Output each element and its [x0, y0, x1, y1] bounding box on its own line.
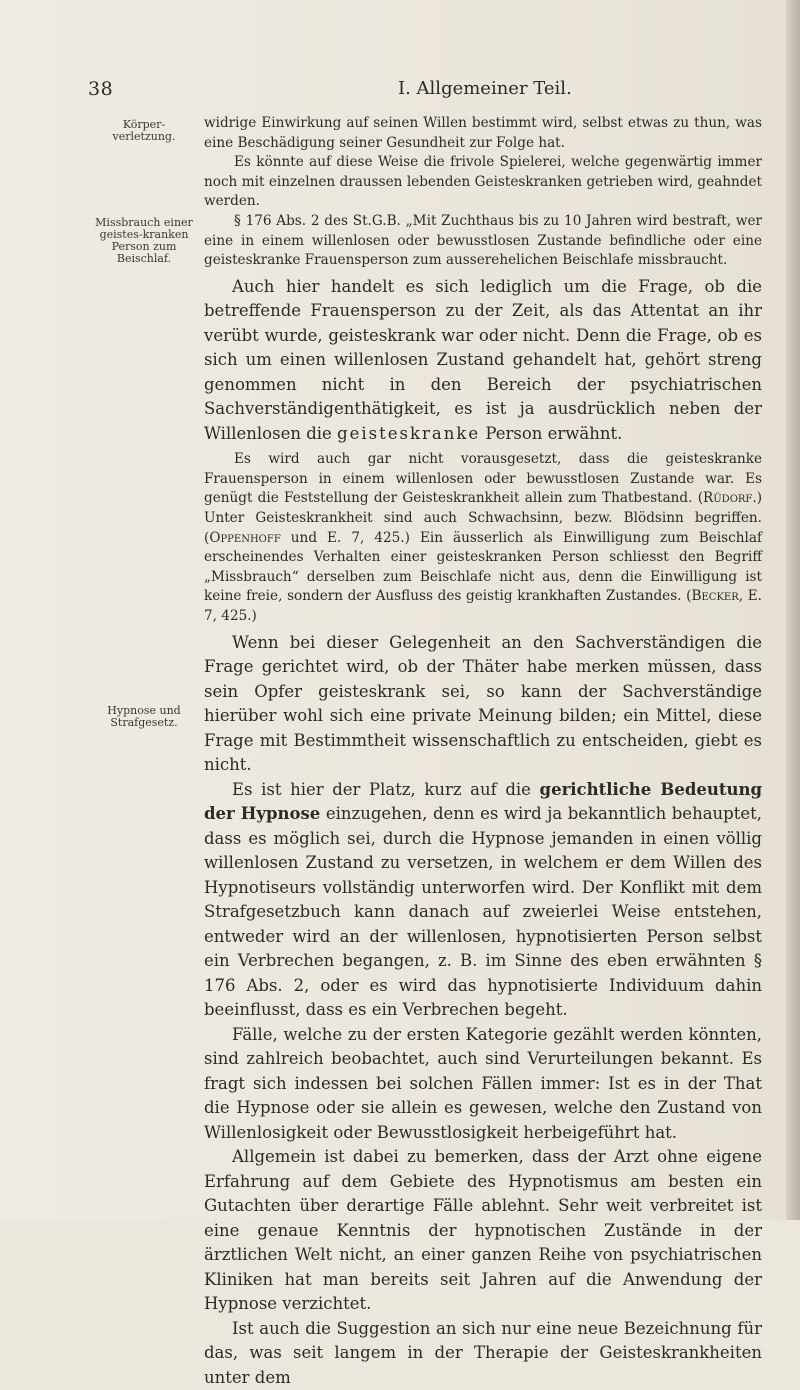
- author-reference: Rüdorf.: [703, 490, 757, 507]
- text-run: Es ist hier der Platz, kurz auf die: [232, 779, 531, 799]
- text-run: Es wird auch gar nicht vorausgesetzt, dass die geisteskranke Frauensperson in einem willenlosen oder bewusstlosen Zustande war. Es genügt die Feststellung der Geisteskrankheit allein zum Thatbestand. (: [204, 451, 762, 507]
- margin-note-koerperverletzung: Körper-verletzung.: [112, 118, 176, 143]
- paragraph: [204, 275, 762, 447]
- page-header: [0, 78, 800, 102]
- running-head: I. Allgemeiner Teil.: [398, 78, 572, 99]
- text-run: und E. 7, 425.) Ein äusserlich als Einwilligung zum Beischlaf erscheinendes Verhalten einer geisteskranken Person schliesst den Begriff „Missbrauch“ derselben zum Beischlafe nicht aus, denn die Einwilligung ist keine freie, sondern der Ausfluss des geistig krankhaften Zustandes. (: [204, 529, 762, 605]
- text-run: Person erwähnt.: [485, 423, 623, 443]
- paragraph: [204, 778, 762, 1023]
- author-reference: Becker: [691, 588, 739, 605]
- body-text-block-2: [204, 631, 762, 1390]
- margin-note-missbrauch: Missbrauch einer geistes-kranken Person zum Beischlaf.: [95, 216, 193, 265]
- author-reference: Oppenhoff: [209, 529, 281, 546]
- margin-note-hypnose: Hypnose und Strafgesetz.: [107, 704, 181, 729]
- text-run: , E. 7, 425.): [204, 588, 762, 624]
- paragraph: Fälle, welche zu der ersten Kategorie gezählt werden könnten, sind zahlreich beobachtet, auch sind Verurteilungen bekannt. Es fragt sich indessen bei solchen Fällen immer: Ist es in der That die Hypnose oder sie allein es gewesen, welche den Zustand von Willenlosigkeit oder Bewusstlosigkeit herbeigeführt hat.: [204, 1024, 762, 1142]
- paragraph: Allgemein ist dabei zu bemerken, dass der Arzt ohne eigene Erfahrung auf dem Gebiete des Hypnotismus am besten ein Gutachten über derartige Fälle ablehnt. Sehr weit verbreitet ist eine genaue Kenntnis der hypnotischen Zustände in der ärztlichen Welt nicht, an einer ganzen Reihe von psychiatrischen Kliniken hat man bereits seit Jahren auf die Anwendung der Hypnose verzichtet.: [204, 1147, 762, 1314]
- paragraph: Ist auch die Suggestion an sich nur eine neue Bezeichnung für das, was seit langem in der Therapie der Geisteskrankheiten unter dem: [204, 1318, 762, 1387]
- paragraph: [204, 450, 762, 626]
- page-number: 38: [88, 78, 114, 100]
- emphasis-spaced: geisteskranke: [337, 423, 481, 443]
- text-run: ) Unter Geisteskrankheit sind auch Schwachsinn, bezw. Blödsinn begriffen. (: [204, 490, 762, 546]
- body-text-block-1: [204, 275, 762, 447]
- paragraph: widrige Einwirkung auf seinen Willen bestimmt wird, selbst etwas zu thun, was eine Beschädigung seiner Gesundheit zur Folge hat.: [204, 115, 762, 151]
- page-body: [204, 114, 762, 1390]
- text-run: Auch hier handelt es sich lediglich um die Frage, ob die betreffende Frauensperson zu der Zeit, als das Attentat an ihr verübt wurde, geisteskrank war oder nicht. Denn die Frage, ob es sich um einen willenlosen Zustand gehandelt hat, gehört streng genommen nicht in den Bereich der psychiatrischen Sachverständigenthätigkeit, es ist ja ausdrücklich neben der Willenlosen die: [204, 276, 762, 443]
- paragraph: Wenn bei dieser Gelegenheit an den Sachverständigen die Frage gerichtet wird, ob der Thäter habe merken müssen, dass sein Opfer geisteskrank sei, so kann der Sachverständige hierüber wohl sich eine private Meinung bilden; ein Mittel, diese Frage mit Bestimmtheit wissenschaftlich zu entscheiden, giebt es nicht.: [204, 632, 762, 775]
- small-print-block-2: [204, 450, 762, 626]
- emphasis-bold: gerichtliche Bedeutung der Hypnose: [204, 779, 762, 824]
- text-run: einzugehen, denn es wird ja bekanntlich behauptet, dass es möglich sei, durch die Hypnose jemanden in einen völlig willenlosen Zustand zu versetzen, in welchem er dem Willen des Hypnotiseurs vollständig unterworfen wird. Der Konflikt mit dem Strafgesetzbuch kann danach auf zweierlei Weise entstehen, entweder wird an der willenlosen, hypnotisierten Person selbst ein Verbrechen begangen, z. B. im Sinne des eben erwähnten § 176 Abs. 2, oder es wird das hypnotisierte Individuum dahin beeinflusst, dass es ein Verbrechen begeht.: [204, 804, 762, 1020]
- page-edge-shadow: [786, 0, 800, 1220]
- paragraph-law-text: § 176 Abs. 2 des St.G.B. „Mit Zuchthaus bis zu 10 Jahren wird bestraft, wer eine in einem willenlosen oder bewusstlosen Zustande befindliche oder eine geisteskranke Frauensperson zum ausserehelichen Beischlafe missbraucht.: [204, 212, 762, 269]
- paragraph: Es könnte auf diese Weise die frivole Spielerei, welche gegenwärtig immer noch mit einzelnen draussen lebenden Geisteskranken getrieben wird, geahndet werden.: [204, 154, 762, 210]
- small-print-block-1: [204, 114, 762, 271]
